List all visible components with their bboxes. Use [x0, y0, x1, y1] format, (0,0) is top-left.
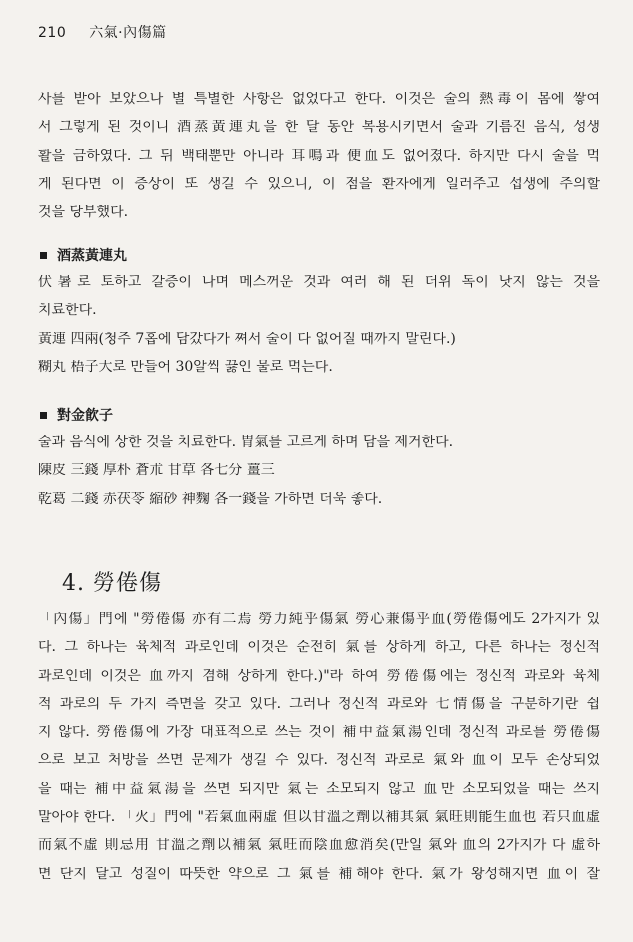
text-line: 말아야 한다. 「火」門에 "若氣血兩虛 但以甘溫之劑以補其氣 氣旺則能生血也 若只血虛: [38, 810, 600, 825]
text-line: 과로인데 이것은 血까지 겸해 상하게 한다.)"라 하여 勞倦傷에는 정신적 과로와 육체: [38, 668, 600, 683]
formula-title: 酒蒸黃連丸: [57, 248, 127, 264]
formula-section-1: [38, 245, 600, 388]
text-line: 지 않다. 勞倦傷에 가장 대표적으로 쓰는 것이 補中益氣湯인데 정신적 과로를 勞倦傷: [38, 725, 600, 740]
text-line: 서 그렇게 된 것이니 酒蒸黃連丸을 한 달 동안 복용시키면서 술과 기름진 음식, 성생: [38, 120, 600, 135]
text-line: 다. 그 하나는 육체적 과로인데 이것은 순전히 氣를 상하게 하고, 다른 하나는 정신적: [38, 640, 600, 655]
text-line: 치료한다.: [38, 303, 97, 318]
text-line: 술과 음식에 상한 것을 치료한다. 胃氣를 고르게 하며 담을 제거한다.: [38, 435, 454, 449]
text-line: 면 단지 달고 성질이 따뜻한 약으로 그 氣를 補해야 한다. 氣가 왕성해지면 血이 잘: [38, 866, 600, 881]
intro-paragraph: [38, 92, 600, 233]
square-bullet-icon: [40, 412, 47, 419]
text-line: 「內傷」門에 "勞倦傷 亦有二焉 勞力純乎傷氣 勞心兼傷乎血(勞倦傷에도 2가지가 있: [38, 612, 600, 626]
formula-heading: [38, 245, 600, 264]
text-line: 黃連 四兩(청주 7홉에 담갔다가 쪄서 술이 다 없어질 때까지 말린다.): [38, 331, 456, 346]
text-line: 陳皮 三錢 厚朴 蒼朮 甘草 各七分 薑三: [38, 463, 275, 478]
text-line: 활을 금하였다. 그 뒤 백태뿐만 아니라 耳鳴과 便血도 없어졌다. 하지만 다시 술을 먹: [38, 148, 600, 163]
section-title: 4. 勞倦傷: [62, 571, 162, 596]
text-line: 사를 받아 보았으나 별 특별한 사항은 없었다고 한다. 이것은 술의 熱毒이 몸에 쌓여: [38, 92, 600, 106]
text-line: 것을 당부했다.: [38, 205, 129, 220]
text-line: 적 과로의 두 가지 측면을 갖고 있다. 그러나 정신적 과로와 七情傷을 구분하기란 쉽: [38, 696, 600, 711]
text-line: 而氣不虛 則忌用 甘溫之劑以補氣 氣旺而陰血愈消矣(만일 氣와 血의 2가지가 다 虛하: [38, 838, 600, 853]
text-line: 伏暑로 토하고 갈증이 나며 메스꺼운 것과 여러 해 된 더위 독이 낫지 않는 것을: [38, 275, 600, 289]
page-number: 210: [38, 25, 67, 41]
chapter-title: 六氣·內傷篇: [89, 25, 167, 41]
square-bullet-icon: [40, 252, 47, 259]
text-line: 으로 보고 처방을 쓰면 문제가 생길 수 있다. 정신적 과로로 氣와 血이 모두 손상되었: [38, 753, 600, 768]
formula-heading: [38, 405, 600, 424]
text-line: 게 된다면 이 증상이 또 생길 수 있으니, 이 점을 환자에게 일러주고 섭생에 주의할: [38, 176, 600, 191]
formula-title: 對金飮子: [57, 408, 113, 424]
formula-section-2: [38, 405, 600, 520]
text-line: 乾葛 二錢 赤茯苓 縮砂 神麴 各一錢을 가하면 더욱 좋다.: [38, 491, 383, 506]
text-line: 糊丸 梧子大로 만들어 30알씩 끓인 물로 먹는다.: [38, 359, 333, 374]
running-head: [38, 22, 167, 42]
section-body: [38, 612, 600, 895]
text-line: 을 때는 補中益氣湯을 쓰면 되지만 氣는 소모되지 않고 血만 소모되었을 때는 쓰지: [38, 781, 600, 796]
